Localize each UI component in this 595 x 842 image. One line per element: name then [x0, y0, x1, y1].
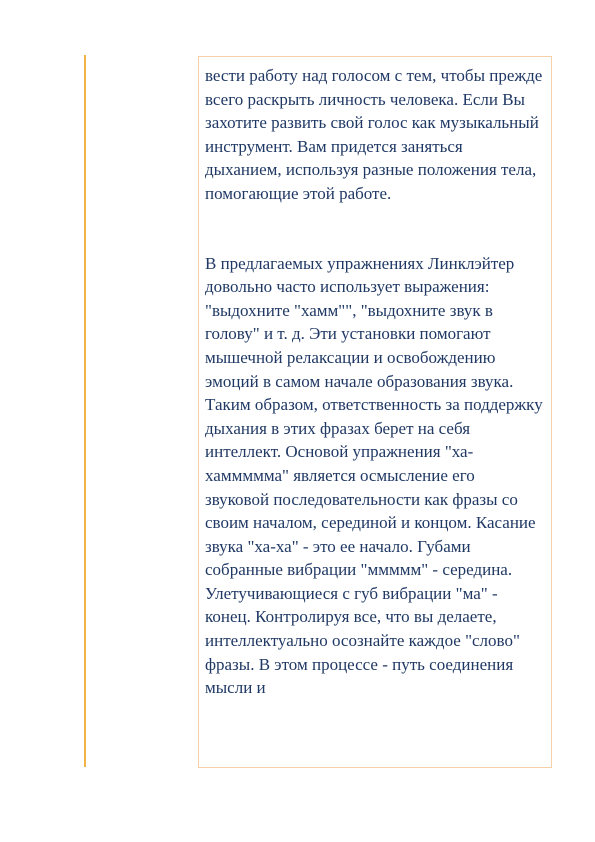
paragraph-1: вести работу над голосом с тем, чтобы прежде всего раскрыть личность человека. Если Вы захотите развить свой голос как музыкальный инструмент. Вам придется заняться дыханием, используя разные положения тела, помогающие этой работе. — [205, 66, 543, 203]
paragraph-2: В предлагаемых упражнениях Линклэйтер довольно часто использует выражения: "выдохните "хамм"", "выдохните звук в голову" и т. д. Эти установки помогают мышечной релаксации и освобождению эмоций в самом начале образования звука. Таким образом, ответственность за поддержку дыхания в этих фразах берет на себя интеллект. Основой упражнения "ха-хаммммма" является осмысление его звуковой последовательности как фразы со своим началом, серединой и концом. Касание звука "ха-ха" - это ее начало. Губами собранные вибрации "ммммм" - середина. Улетучивающиеся с губ вибрации "ма" - конец. Контролируя все, что вы делаете, интеллектуально осознайте каждое "слово" фразы. В этом процессе - путь соединения мысли и — [205, 253, 543, 698]
margin-rule — [84, 55, 86, 767]
text-frame — [198, 56, 552, 768]
